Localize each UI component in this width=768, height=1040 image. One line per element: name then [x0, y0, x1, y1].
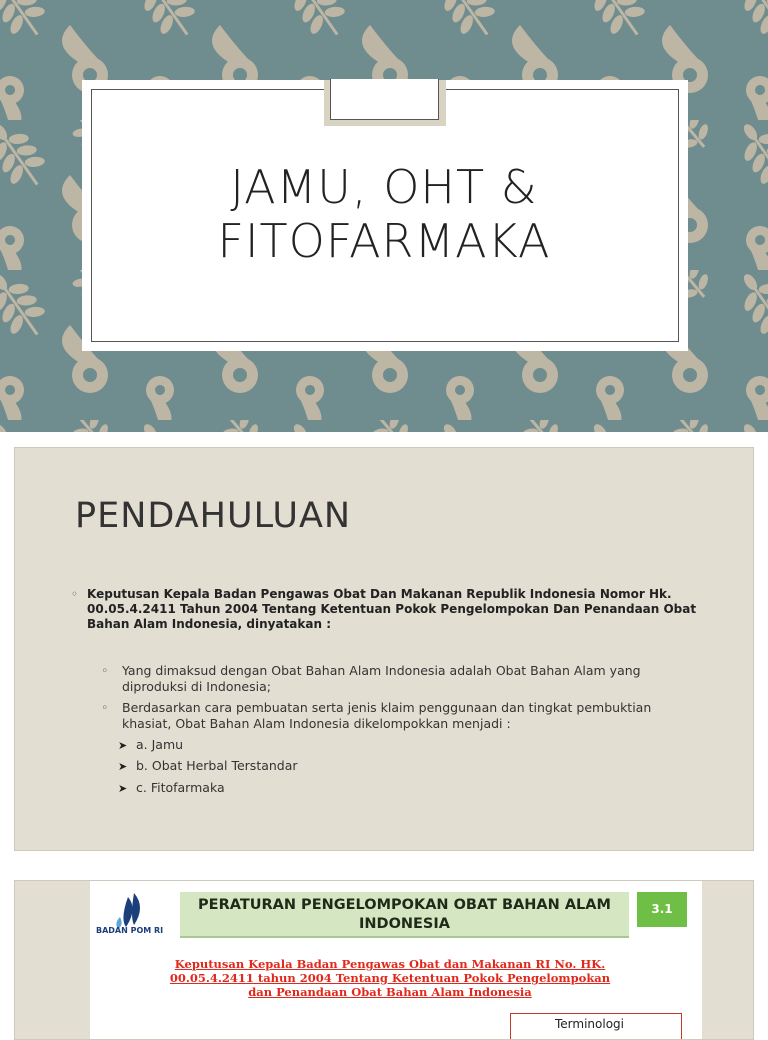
decree-line-1: Keputusan Kepala Badan Pengawas Obat dan Makanan RI No. HK. [174, 957, 606, 971]
terminology-label: Terminologi [555, 1017, 624, 1031]
title-slide [0, 0, 768, 432]
classification-line-2: khasiat, Obat Bahan Alam Indonesia dikelompokkan menjadi : [122, 716, 511, 731]
regulation-banner [180, 892, 629, 938]
intro-paragraph [73, 587, 713, 632]
definition-line-1: Yang dimaksud dengan Obat Bahan Alam Indonesia adalah Obat Bahan Alam yang [122, 663, 641, 678]
intro-line-3: Bahan Alam Indonesia, dinyatakan : [87, 617, 331, 631]
slide-title-line-2: FITOFARMAKA [217, 214, 551, 268]
regulation-slide [14, 880, 754, 1040]
definition-item [101, 663, 701, 695]
category-label: b. Obat Herbal Terstandar [136, 758, 298, 773]
section-number-badge: 3.1 [637, 892, 687, 927]
category-label: c. Fitofarmaka [136, 780, 225, 795]
decree-line-2: 00.05.4.2411 tahun 2004 Tentang Ketentuan Pokok Pengelompokan [169, 971, 611, 985]
title-card-tab [324, 80, 446, 126]
classification-line-1: Berdasarkan cara pembuatan serta jenis klaim penggunaan dan tingkat pembuktian [122, 700, 652, 715]
category-label: a. Jamu [136, 737, 184, 752]
decree-reference [140, 957, 640, 999]
section-heading: PENDAHULUAN [75, 496, 352, 536]
decree-line-3: dan Penandaan Obat Bahan Alam Indonesia [248, 985, 532, 999]
slide-title-line-1: JAMU, OHT & [230, 160, 538, 214]
category-jamu [118, 737, 183, 752]
circle-bullet-icon: ◦ [101, 663, 109, 678]
definition-line-2: diproduksi di Indonesia; [122, 679, 271, 694]
category-fitofarmaka [118, 780, 225, 795]
circle-bullet-icon: ◦ [101, 700, 109, 715]
title-card-tab-inner [330, 79, 439, 120]
slide-title [0, 160, 768, 268]
regulation-slide-content [90, 881, 702, 1040]
category-oht [118, 758, 298, 773]
banner-line-2: INDONESIA [359, 916, 450, 932]
introduction-slide [14, 447, 754, 851]
arrow-bullet-icon: ➤ [118, 739, 128, 752]
intro-line-2: 00.05.4.2411 Tahun 2004 Tentang Ketentuan Pokok Pengelompokan Dan Penandaan Obat [87, 602, 697, 616]
banner-line-1: PERATURAN PENGELOMPOKAN OBAT BAHAN ALAM [198, 897, 611, 913]
arrow-bullet-icon: ➤ [118, 782, 128, 795]
intro-line-1: Keputusan Kepala Badan Pengawas Obat Dan Makanan Republik Indonesia Nomor Hk. [87, 587, 672, 601]
circle-bullet-icon: ◦ [71, 587, 79, 601]
logo-label: BADAN POM RI [96, 926, 164, 935]
classification-item [101, 700, 701, 732]
arrow-bullet-icon: ➤ [118, 760, 128, 773]
